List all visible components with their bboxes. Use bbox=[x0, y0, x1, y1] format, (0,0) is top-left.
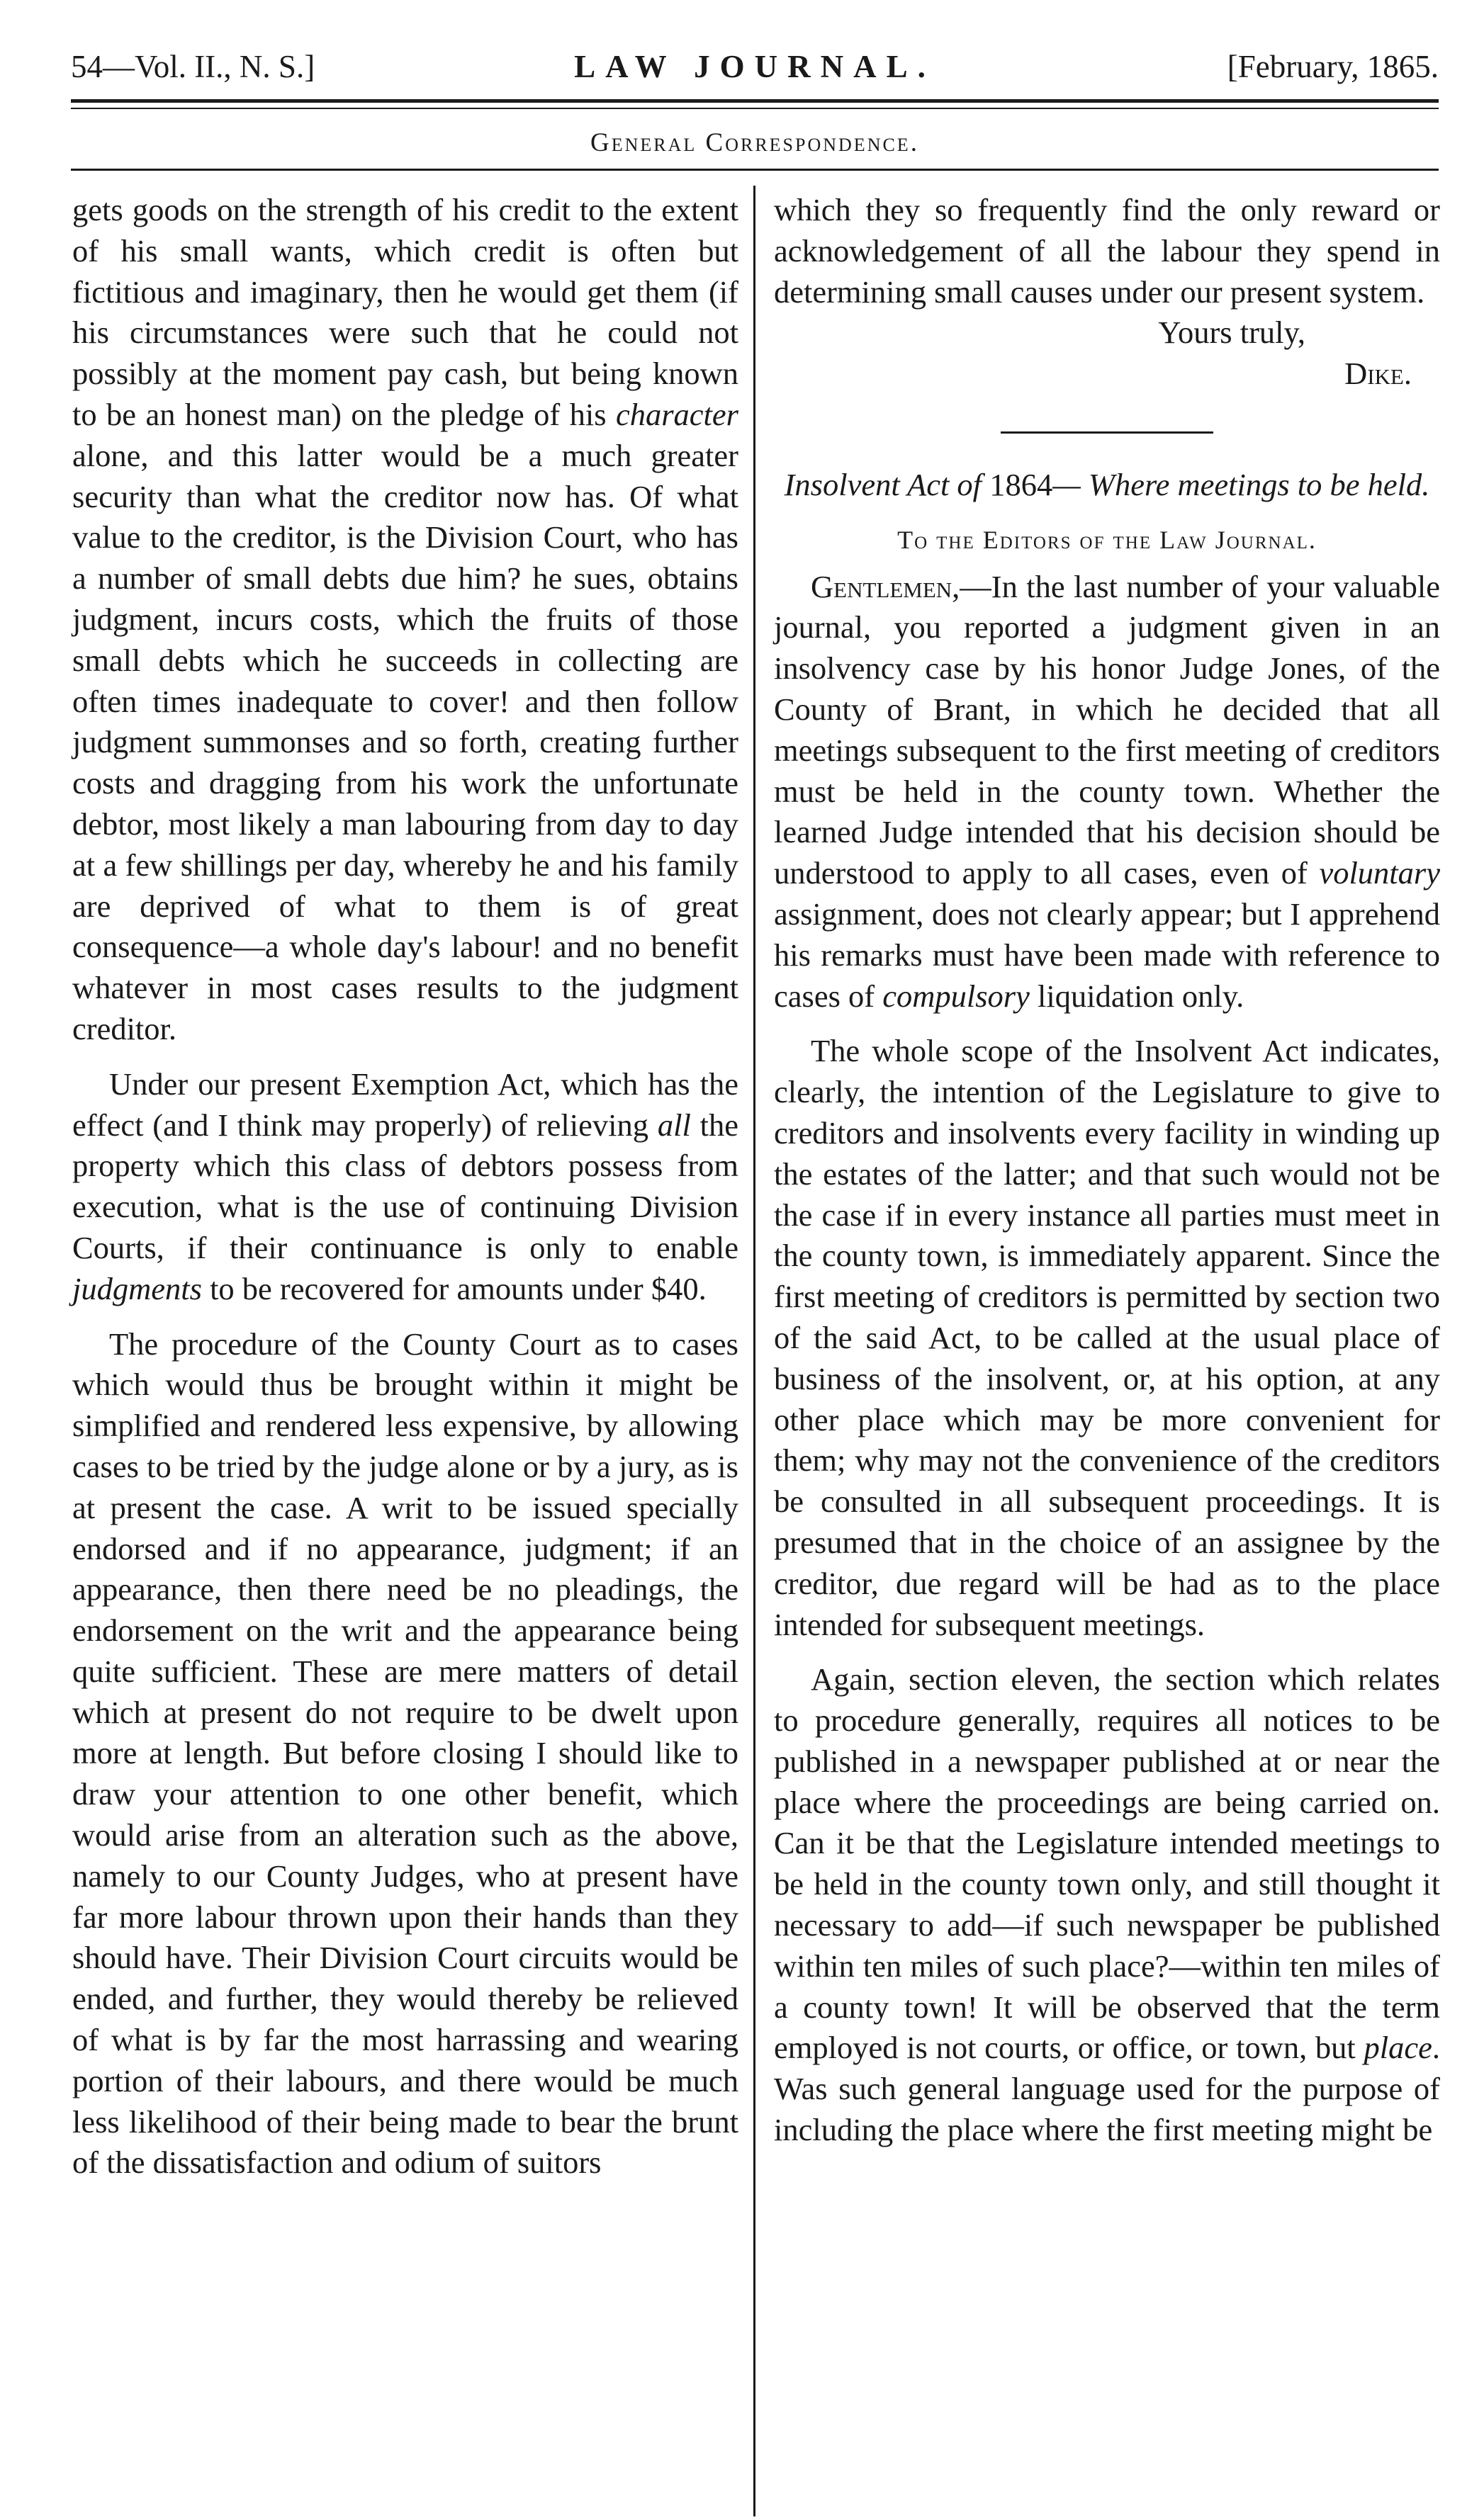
title-run: — Where meetings to be held. bbox=[1052, 466, 1430, 502]
title-year: 1864 bbox=[989, 466, 1053, 502]
header-rule-thick bbox=[71, 99, 1439, 103]
addressee: To the Editors of the Law Journal. bbox=[897, 525, 1317, 554]
text-run: gets goods on the strength of his credit to the extent of his small wants, which credit is often but fictitious and imaginary, then he would get them (if his circumstances were such that he could not possibly at the moment pay cash, but being known to be an honest man) on the pledge of his bbox=[72, 192, 738, 432]
sign-off: Yours truly, bbox=[1158, 315, 1305, 351]
section-rule bbox=[71, 169, 1439, 171]
text-run: Again, section eleven, the section which relates to procedure generally, requires all notices to be published in a newspaper published at or near the place where the proceedings are being carried on. Can it be that the Legislature intended meetings to be held in the county town only, and still thought it necessary to add—if such newspaper be published within ten miles of such place?—within ten miles of a county town! It will be observed that the term employed is not courts, or office, or town, but bbox=[774, 1661, 1440, 2066]
article-separator bbox=[1001, 431, 1213, 434]
article-title bbox=[774, 465, 1440, 506]
issue-date: [February, 1865. bbox=[1227, 49, 1439, 84]
italic-run: place bbox=[1364, 2030, 1432, 2066]
journal-title: LAW JOURNAL. bbox=[574, 49, 935, 84]
salutation: Gentlemen, bbox=[811, 568, 960, 604]
text-run: assignment, does not clearly appear; but I apprehend his remarks must have been made with reference to cases of bbox=[774, 895, 1440, 1014]
column-divider bbox=[753, 186, 755, 2516]
italic-run: character bbox=[615, 396, 738, 432]
text-run: . Was such general language used for the purpose of including the place where the first meeting might be bbox=[774, 2030, 1440, 2148]
left-column bbox=[72, 190, 738, 2183]
text-run: —In the last number of your valuable journal, you reported a judgment given in an insolvency case by his honor Judge Jones, of the County of Brant, in which he decided that all meetings subsequent to the first meeting of creditors must be held in the county town. Whether the learned Judge intended that his decision should be understood to apply to all cases, even of bbox=[774, 568, 1440, 891]
text-run: liquidation only. bbox=[1029, 978, 1244, 1014]
text-run: the property which this class of debtors possess from execution, what is the use of continuing Division Courts, if their continuance is only to enable bbox=[72, 1107, 739, 1265]
paragraph: which they so frequently find the only reward or acknowledgement of all the labour they spend in determining small causes under our present system. bbox=[774, 192, 1440, 310]
paragraph bbox=[72, 190, 738, 1050]
italic-run: judgments bbox=[72, 1270, 202, 1306]
italic-run: all bbox=[657, 1107, 691, 1143]
signature: Dike. bbox=[1344, 356, 1412, 392]
italic-run: compulsory bbox=[882, 978, 1030, 1014]
paragraph: The procedure of the County Court as to cases which would thus be brought within it might be simplified and rendered less expensive, by allowing cases to be tried by the judge alone or by a jury, as is at present the case. A writ to be issued specially endorsed and if no appearance, judgment; if an appearance, then there need be no pleadings, the endorsement on the writ and the appearance being quite sufficient. These are mere matters of detail which at present do not require to be dwelt upon more at length. But before closing I should like to draw your attention to one other benefit, which would arise from an alteration such as the above, namely to our County Judges, who at present have far more labour thrown upon their hands than they should have. Their Division Court circuits would be ended, and further, they would thereby be relieved of what is by far the most harrassing and wearing portion of their labours, and there would be much less likelihood of their being made to bear the brunt of the dissatisfaction and odium of suitors bbox=[72, 1326, 738, 2181]
volume-page-number: 54—Vol. II., N. S.] bbox=[71, 49, 315, 84]
text-run: Under our present Exemption Act, which has the effect (and I think may properly) of relieving bbox=[72, 1066, 738, 1143]
title-run: Insolvent Act of bbox=[784, 466, 990, 502]
right-column bbox=[774, 190, 1440, 2151]
paragraph: The whole scope of the Insolvent Act indicates, clearly, the intention of the Legislature to give to creditors and insolvents every facility in winding up the estates of the latter; and that such would not be the case if in every instance all parties must meet in the county town, is immediately apparent. Since the first meeting of creditors is permitted by section two of the said Act, to be called at the usual place of business of the insolvent, or, at his option, at any other place which may be more convenient for them; why may not the convenience of the creditors be consulted in all subsequent proceedings. It is presumed that in the choice of an assignee by the creditor, due regard will be had as to the place intended for subsequent meetings. bbox=[774, 1033, 1440, 1642]
text-run: alone, and this latter would be a much greater security than what the creditor now has. Of what value to the creditor, is the Division Court, who has a number of small debts due him? he sues, obtains judgment, incurs costs, which the fruits of those small debts which he succeeds in collecting are often times inadequate to cover! and then follow judgment summonses and so forth, creating further costs and dragging from his work the unfortunate debtor, most likely a man labouring from day to day at a few shillings per day, whereby he and his family are deprived of what to them is of great consequence—a whole day's labour! and no benefit whatever in most cases results to the judgment creditor. bbox=[72, 437, 738, 1046]
section-title: General Correspondence. bbox=[590, 128, 919, 157]
paragraph bbox=[774, 1659, 1440, 2151]
paragraph bbox=[774, 567, 1440, 1017]
text-run: to be recovered for amounts under $40. bbox=[201, 1270, 707, 1306]
italic-run: voluntary bbox=[1319, 855, 1440, 891]
header-rule-thin bbox=[71, 108, 1439, 109]
page-header bbox=[71, 48, 1439, 98]
paragraph bbox=[72, 1064, 738, 1310]
